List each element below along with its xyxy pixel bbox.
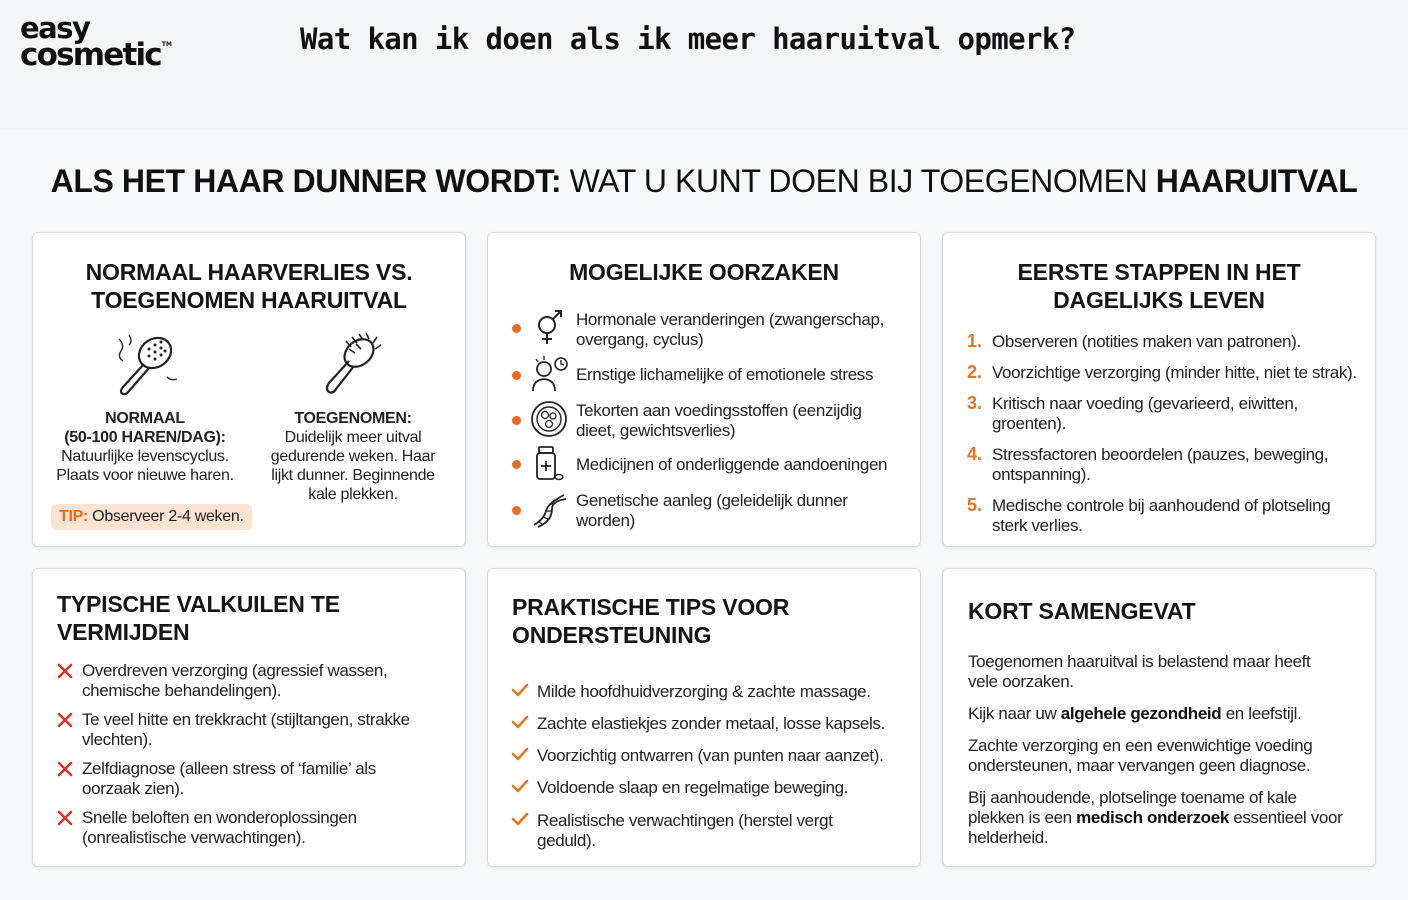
tip-item: Voorzichtig ontwarren (van punten naar aanzet).: [537, 746, 884, 765]
medicine-bottle-icon: [534, 445, 564, 483]
step-item: Kritisch naar voeding (gevarieerd, eiwitten, groenten).: [992, 394, 1298, 433]
summary-paragraph: Toegenomen haaruitval is belastend maar heeft vele oorzaken.: [968, 652, 1311, 691]
infographic-headline: ALS HET HAAR DUNNER WORDT: WAT U KUNT DOEN BIJ TOEGENOMEN HAARUITVAL: [50, 163, 1358, 199]
logo-line2: cosmetic™: [20, 36, 172, 73]
gender-symbol-icon: [532, 309, 566, 347]
step-number: 5.: [967, 495, 983, 515]
step-number: 4.: [967, 444, 983, 464]
check-icon: [511, 746, 529, 762]
hairbrush-increased-icon: [319, 331, 385, 397]
step-item: Stressfactoren beoordelen (pauzes, beweging, ontspanning).: [992, 445, 1329, 484]
cause-item: Tekorten aan voedingsstoffen (eenzijdig dieet, gewichtsverlies): [576, 401, 862, 440]
card-title: TYPISCHE VALKUILEN TE VERMIJDEN: [57, 591, 340, 645]
card-title: KORT SAMENGEVAT: [968, 598, 1196, 624]
cross-icon: [57, 810, 73, 826]
pitfall-item: Zelfdiagnose (alleen stress of ‘familie’ als oorzaak zien).: [82, 759, 376, 798]
pitfall-item: Te veel hitte en trekkracht (stijltangen, strakke vlechten).: [82, 710, 410, 749]
bullet-dot: [512, 416, 521, 425]
summary-paragraph: Kijk naar uw algehele gezondheid en leefstijl.: [968, 704, 1302, 723]
increased-column: TOEGENOMEN: Duidelijk meer uitval gedurende weken. Haar lijkt dunner. Beginnende kale plekken.: [270, 410, 436, 503]
check-icon: [511, 682, 529, 698]
card-title: MOGELIJKE OORZAKEN: [569, 259, 839, 285]
cause-item: Medicijnen of onderliggende aandoeningen: [576, 455, 888, 474]
cross-icon: [57, 712, 73, 728]
tip-item: Voldoende slaap en regelmatige beweging.: [537, 778, 849, 797]
tip-item: Realistische verwachtingen (herstel vergt geduld).: [537, 811, 833, 850]
card-practical-tips: [487, 568, 921, 867]
hairbrush-normal-icon: [111, 331, 181, 397]
step-item: Medische controle bij aanhoudend of plotseling sterk verlies.: [992, 496, 1331, 535]
bullet-dot: [512, 324, 521, 333]
cause-item: Hormonale veranderingen (zwangerschap, overgang, cyclus): [576, 310, 884, 349]
check-icon: [511, 714, 529, 730]
card-title: PRAKTISCHE TIPS VOOR ONDERSTEUNING: [512, 594, 790, 648]
pitfall-item: Overdreven verzorging (agressief wassen, chemische behandelingen).: [82, 661, 388, 700]
tip-badge: TIP: Observeer 2-4 weken.: [51, 504, 252, 530]
card-title: NORMAAL HAARVERLIES VS. TOEGENOMEN HAARUITVAL: [85, 259, 413, 313]
bullet-dot: [512, 460, 521, 469]
logo-line1: easy: [20, 11, 90, 45]
step-item: Voorzichtige verzorging (minder hitte, niet te strak).: [992, 363, 1357, 382]
card-first-steps: [942, 232, 1376, 547]
page-question: Wat kan ik doen als ik meer haaruitval opmerk?: [300, 22, 1076, 56]
cross-icon: [57, 663, 73, 679]
card-summary: [942, 568, 1376, 867]
step-number: 1.: [967, 331, 983, 351]
summary-paragraph: Zachte verzorging en een evenwichtige voeding ondersteunen, maar vervangen geen diagnose.: [968, 736, 1313, 775]
card-normal-vs-increased: [32, 232, 466, 547]
top-bar: [0, 0, 1408, 128]
dna-icon: [530, 491, 568, 529]
step-item: Observeren (notities maken van patronen).: [992, 332, 1301, 351]
card-pitfalls: [32, 568, 466, 867]
tip-item: Zachte elastiekjes zonder metaal, losse kapsels.: [537, 714, 885, 733]
card-possible-causes: [487, 232, 921, 547]
bullet-dot: [512, 506, 521, 515]
summary-paragraph: Bij aanhoudende, plotselinge toename of kale plekken is een medisch onderzoek essentieel voor helderheid.: [968, 788, 1343, 847]
bullet-dot: [512, 371, 521, 380]
normal-column: NORMAAL (50-100 HAREN/DAG): Natuurlijke levenscyclus. Plaats voor nieuwe haren.: [56, 410, 234, 484]
logo-trademark: TM: [161, 40, 172, 48]
cause-item: Genetische aanleg (geleidelijk dunner worden): [576, 491, 848, 530]
check-icon: [511, 778, 529, 794]
step-number: 3.: [967, 393, 983, 413]
step-number: 2.: [967, 362, 983, 382]
tip-item: Milde hoofdhuidverzorging & zachte massage.: [537, 682, 871, 701]
food-plate-icon: [530, 400, 568, 438]
pitfall-item: Snelle beloften en wonderoplossingen (onrealistische verwachtingen).: [82, 808, 357, 847]
check-icon: [511, 811, 529, 827]
cause-item: Ernstige lichamelijke of emotionele stress: [576, 365, 874, 384]
card-title: EERSTE STAPPEN IN HET DAGELIJKS LEVEN: [1017, 259, 1301, 313]
stressed-person-icon: [530, 355, 570, 393]
cross-icon: [57, 761, 73, 777]
easycosmetic-logo[interactable]: [20, 11, 180, 73]
